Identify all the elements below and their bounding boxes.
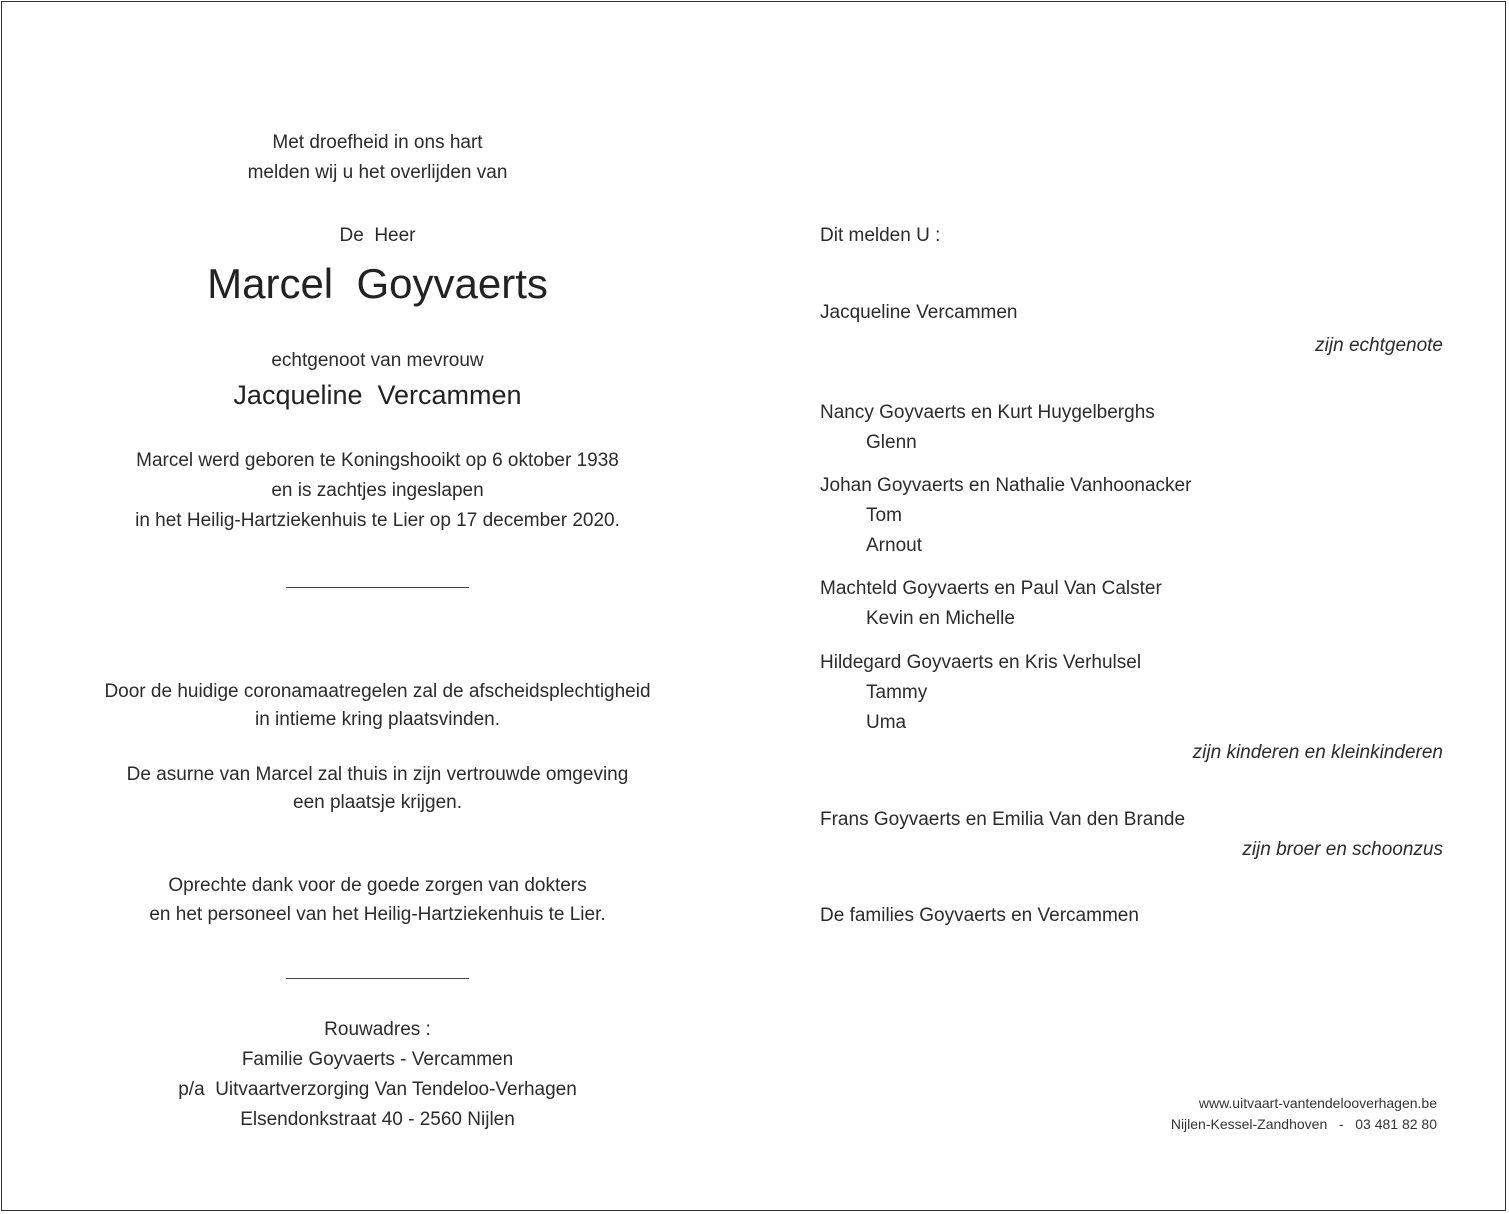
family-3-parents: Machteld Goyvaerts en Paul Van Calster bbox=[820, 578, 1162, 599]
family-2-child-1: Tom bbox=[866, 505, 902, 526]
divider-1 bbox=[286, 587, 469, 588]
sibling-entry: Frans Goyvaerts en Emilia Van den Brande bbox=[820, 809, 1186, 830]
divider-2 bbox=[286, 978, 469, 979]
funeral-locations: Nijlen-Kessel-Zandhoven bbox=[1170, 1116, 1328, 1132]
family-1-child-1: Glenn bbox=[866, 432, 917, 453]
thanks-line-1: Oprechte dank voor de goede zorgen van dokters bbox=[168, 875, 587, 896]
sibling-relation: zijn broer en schoonzus bbox=[1242, 839, 1443, 860]
address-care: p/a Uitvaartverzorging Van Tendeloo-Verhagen bbox=[178, 1079, 577, 1100]
families-entry: De families Goyvaerts en Vercammen bbox=[820, 905, 1139, 926]
intro-line-2: melden wij u het overlijden van bbox=[247, 162, 508, 183]
family-3-child-1: Kevin en Michelle bbox=[866, 608, 1015, 629]
deceased-name: Marcel Goyvaerts bbox=[207, 260, 548, 307]
family-4-child-1: Tammy bbox=[866, 682, 928, 703]
family-2-parents: Johan Goyvaerts en Nathalie Vanhoonacker bbox=[820, 475, 1192, 496]
ceremony-line-2: in intieme kring plaatsvinden. bbox=[254, 709, 501, 730]
family-4-child-2: Uma bbox=[866, 712, 907, 733]
address-family: Familie Goyvaerts - Vercammen bbox=[241, 1049, 514, 1070]
funeral-phone: 03 481 82 80 bbox=[1355, 1116, 1437, 1132]
intro-line-1: Met droefheid in ons hart bbox=[272, 132, 483, 153]
birth-line-1: Marcel werd geboren te Koningshooikt op 6 oktober 1938 bbox=[136, 450, 619, 471]
urn-line-1: De asurne van Marcel zal thuis in zijn vertrouwde omgeving bbox=[126, 764, 629, 785]
spouse-relation: zijn echtgenote bbox=[1315, 335, 1443, 356]
family-4-parents: Hildegard Goyvaerts en Kris Verhulsel bbox=[820, 652, 1142, 673]
children-relation: zijn kinderen en kleinkinderen bbox=[1192, 742, 1443, 763]
urn-line-2: een plaatsje krijgen. bbox=[293, 792, 462, 813]
birth-line-3: in het Heilig-Hartziekenhuis te Lier op 17 december 2020. bbox=[135, 510, 620, 531]
thanks-line-2: en het personeel van het Heilig-Hartziekenhuis te Lier. bbox=[149, 904, 606, 925]
spouse-intro: echtgenoot van mevrouw bbox=[271, 350, 484, 371]
funeral-contact bbox=[1171, 1114, 1437, 1134]
birth-line-2: en is zachtjes ingeslapen bbox=[271, 480, 484, 501]
spouse-name: Jacqueline Vercammen bbox=[233, 380, 522, 410]
announcers-heading: Dit melden U : bbox=[820, 225, 941, 246]
deceased-title: De Heer bbox=[339, 225, 416, 246]
spouse-entry: Jacqueline Vercammen bbox=[820, 302, 1018, 323]
family-2-child-2: Arnout bbox=[866, 535, 922, 556]
ceremony-line-1: Door de huidige coronamaatregelen zal de afscheidsplechtigheid bbox=[104, 681, 651, 702]
family-1-parents: Nancy Goyvaerts en Kurt Huygelberghs bbox=[820, 402, 1155, 423]
funeral-website: www.uitvaart-vantendelooverhagen.be bbox=[1198, 1095, 1437, 1111]
address-heading: Rouwadres : bbox=[324, 1019, 431, 1040]
address-street: Elsendonkstraat 40 - 2560 Nijlen bbox=[240, 1109, 515, 1130]
contact-separator: - bbox=[1338, 1116, 1344, 1132]
